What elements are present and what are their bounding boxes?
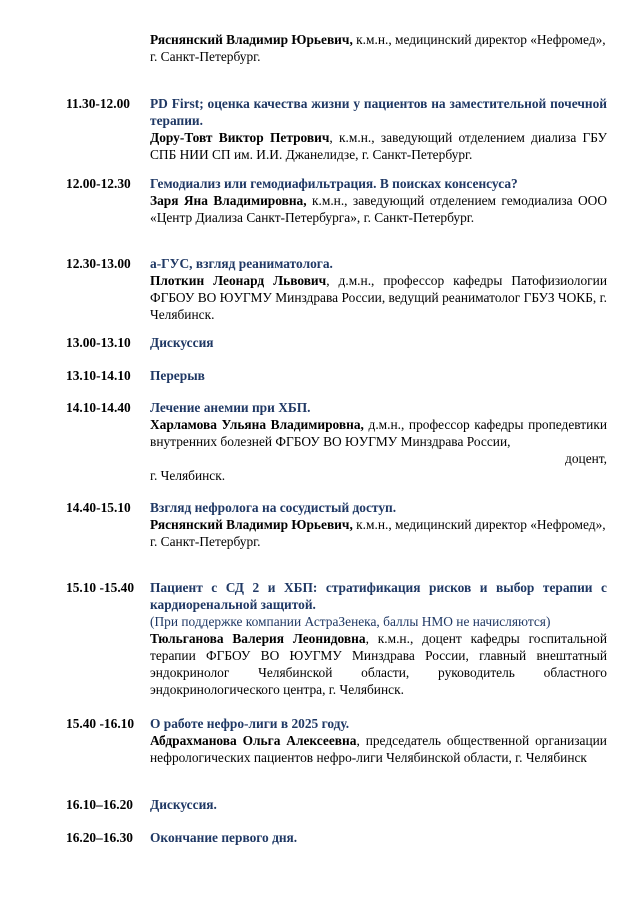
- time-slot: 16.20–16.30: [66, 830, 133, 845]
- time-slot: 12.30-13.00: [66, 256, 131, 271]
- session-title: Окончание первого дня.: [150, 830, 298, 845]
- session-title: Лечение анемии при ХБП.: [150, 400, 311, 415]
- session-title: О работе нефро-лиги в 2025 году.: [150, 716, 350, 731]
- speaker-city: г. Санкт-Петербург.: [150, 49, 261, 64]
- speaker-name: Заря Яна Владимировна,: [150, 193, 307, 208]
- sponsor-note: (При поддержке компании АстраЗенека, баллы НМО не начисляются): [150, 614, 551, 629]
- time-slot: 15.40 -16.10: [66, 716, 135, 731]
- speaker-info: , к.м.н., доцент кафедры госпитальной терапии ФГБОУ ВО ЮУГМУ Минздрава России, главный внештатный эндокринолог Челябинской области, руководитель областного эндокринологического центра, г. Челябинск.: [150, 631, 607, 697]
- session-title: Пациент с СД 2 и ХБП: стратификация рисков и выбор терапии с кардиоренальной защитой.: [150, 580, 607, 612]
- session-title: Дискуссия: [150, 335, 214, 350]
- speaker: [150, 31, 607, 65]
- speaker-info: к.м.н., медицинский директор «Нефромед»,: [352, 32, 606, 47]
- time-slot: 12.00-12.30: [66, 176, 131, 191]
- speaker-city: г. Санкт-Петербург.: [150, 534, 261, 549]
- session-title: Дискуссия.: [150, 797, 217, 812]
- speaker-name: Ряснянский Владимир Юрьевич,: [150, 32, 353, 47]
- speaker-info: , председатель общественной организации нефрологических пациентов нефро-лиги Челябинской области, г. Челябинск: [150, 733, 607, 765]
- time-slot: 15.10 -15.40: [66, 580, 135, 595]
- speaker: [150, 516, 607, 550]
- speaker: [150, 732, 607, 766]
- speaker-name: Харламова Ульяна Владимировна,: [150, 417, 364, 432]
- session-title: Взгляд нефролога на сосудистый доступ.: [150, 500, 397, 515]
- session-title: Перерыв: [150, 368, 205, 383]
- speaker-name: Тюльганова Валерия Леонидовна: [150, 631, 366, 646]
- time-slot: 14.40-15.10: [66, 500, 131, 515]
- time-slot: 14.10-14.40: [66, 400, 131, 415]
- speaker-info: к.м.н., заведующий отделением гемодиализа ООО «Центр Диализа Санкт-Петербурга», г. Санкт-Петербург.: [150, 193, 607, 225]
- speaker-info: д.м.н., профессор кафедры пропедевтики внутренних болезней ФГБОУ ВО ЮУГМУ Минздрава России,: [150, 417, 607, 449]
- speaker-info: к.м.н., медицинский директор «Нефромед»,: [352, 517, 606, 532]
- speaker-name: Ряснянский Владимир Юрьевич,: [150, 517, 353, 532]
- speaker: [150, 192, 607, 226]
- speaker: [150, 129, 607, 163]
- speaker-info: , к.м.н., заведующий отделением диализа ГБУ СПБ НИИ СП им. И.И. Джанелидзе, г. Санкт-Петербург.: [150, 130, 607, 162]
- speaker: [150, 272, 607, 323]
- speaker-info: , д.м.н., профессор кафедры Патофизиологии ФГБОУ ВО ЮУГМУ Минздрава России, ведущий реаниматолог ГБУЗ ЧОКБ, г. Челябинск.: [150, 273, 607, 322]
- speaker-name: Плоткин Леонард Львович: [150, 273, 327, 288]
- session-title: PD First; оценка качества жизни у пациентов на заместительной почечной терапии.: [150, 96, 607, 128]
- session-title: Гемодиализ или гемодиафильтрация. В поисках консенсуса?: [150, 176, 518, 191]
- speaker-city: г. Челябинск.: [150, 468, 226, 483]
- time-slot: 16.10–16.20: [66, 797, 133, 812]
- speaker-name: Абдрахманова Ольга Алексеевна: [150, 733, 357, 748]
- time-slot: 13.10-14.10: [66, 368, 131, 383]
- speaker: [150, 416, 607, 484]
- time-slot: 13.00-13.10: [66, 335, 131, 350]
- speaker-name: Дору-Товт Виктор Петрович: [150, 130, 330, 145]
- speaker: [150, 630, 607, 698]
- session-title: а-ГУС, взгляд реаниматолога.: [150, 256, 333, 271]
- time-slot: 11.30-12.00: [66, 96, 130, 111]
- speaker-position: доцент,: [565, 451, 607, 466]
